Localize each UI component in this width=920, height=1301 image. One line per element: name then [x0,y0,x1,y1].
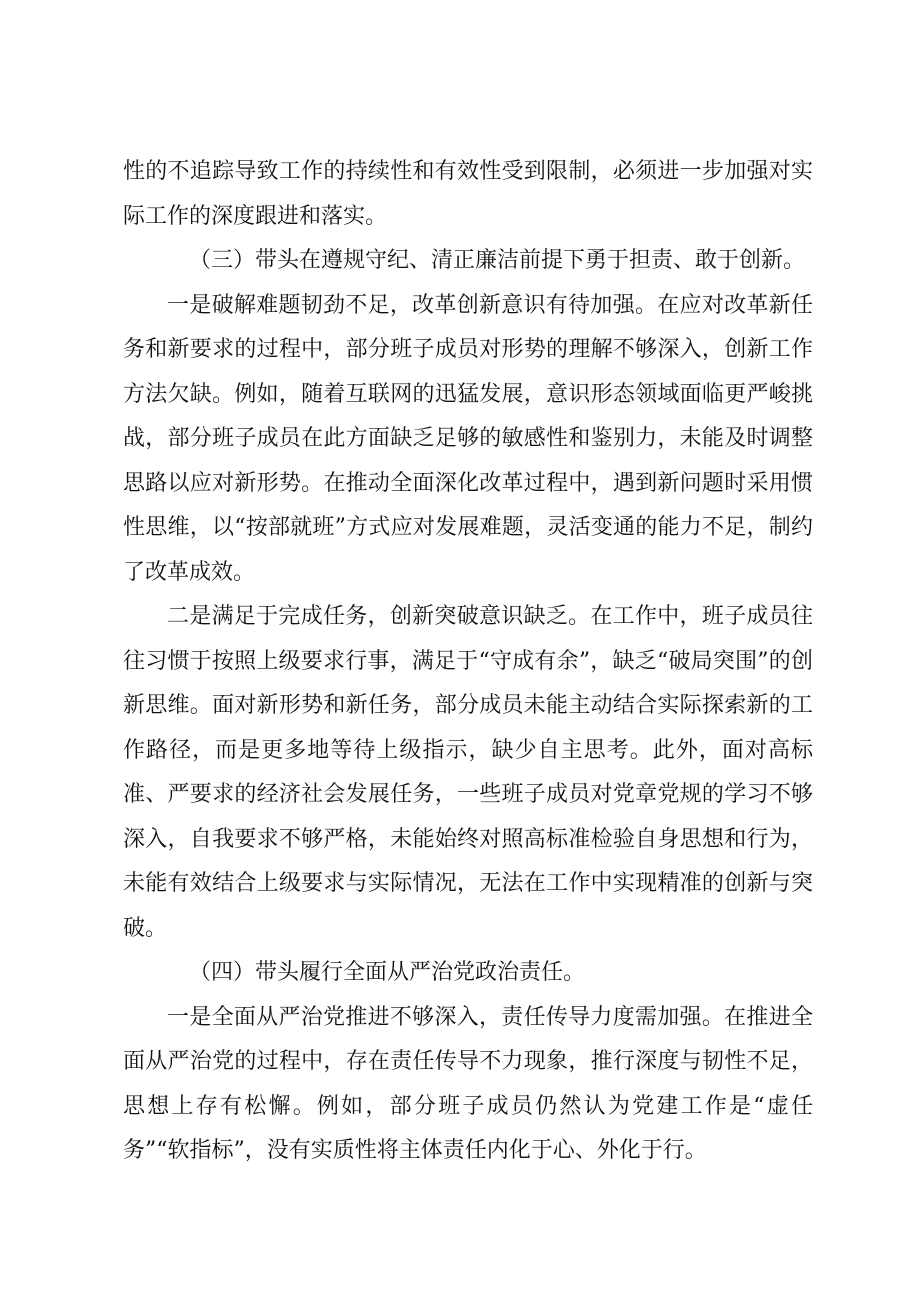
section-heading-3: （三）带头在遵规守纪、清正廉洁前提下勇于担责、敢于创新。 [189,248,806,273]
document-body [123,150,813,1174]
paragraph-body: 二是满足于完成任务，创新突破意识缺乏。在工作中，班子成员往往习惯于按照上级要求行事，满足于“守成有余”，缺乏“破局突围”的创新思维。面对新形势和新任务，部分成员未能主动结合实际探索新的工作路径，而是更多地等待上级指示，缺少自主思考。此外，面对高标准、严要求的经济社会发展任务，一些班子成员对党章党规的学习不够深入，自我要求不够严格，未能始终对照高标准检验自身思想和行为，未能有效结合上级要求与实际情况，无法在工作中实现精准的创新与突破。 [123,604,813,941]
paragraph-continuation: 性的不追踪导致工作的持续性和有效性受到限制，必须进一步加强对实际工作的深度跟进和落实。 [123,159,813,229]
section-heading-4: （四）带头履行全面从严治党政治责任。 [189,960,586,985]
paragraph-body: 一是破解难题韧劲不足，改革创新意识有待加强。在应对改革新任务和新要求的过程中，部分班子成员对形势的理解不够深入，创新工作方法欠缺。例如，随着互联网的迅猛发展，意识形态领域面临更严峻挑战，部分班子成员在此方面缺乏足够的敏感性和鉴别力，未能及时调整思路以应对新形势。在推动全面深化改革过程中，遇到新问题时采用惯性思维，以“按部就班”方式应对发展难题，灵活变通的能力不足，制约了改革成效。 [123,292,813,585]
paragraph-body: 一是全面从严治党推进不够深入，责任传导力度需加强。在推进全面从严治党的过程中，存在责任传导不力现象，推行深度与韧性不足，思想上存有松懈。例如，部分班子成员仍然认为党建工作是“虚任务”“软指标”，没有实质性将主体责任内化于心、外化于行。 [123,1004,813,1163]
